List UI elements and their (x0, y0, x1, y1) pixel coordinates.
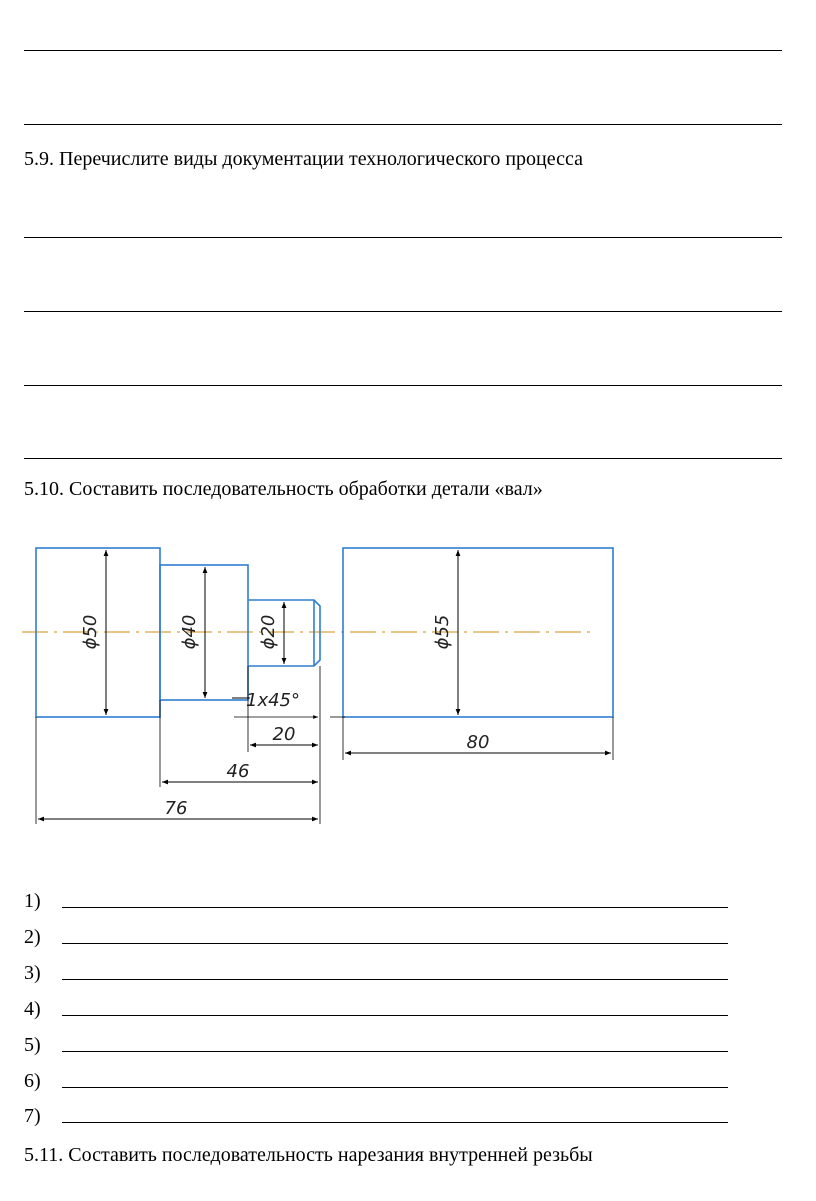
answer-line[interactable] (24, 385, 782, 386)
question-5-10: 5.10. Составить последовательность обработки детали «вал» (24, 478, 543, 500)
list-item-number: 1) (24, 890, 41, 912)
list-item-number: 5) (24, 1034, 41, 1056)
answer-line[interactable] (62, 1015, 728, 1016)
answer-line[interactable] (62, 1087, 728, 1088)
answer-line[interactable] (24, 50, 782, 51)
label-chamfer: 1x45° (246, 690, 301, 711)
label-d40: ϕ40 (179, 614, 200, 650)
answer-line[interactable] (62, 1051, 728, 1052)
answer-line[interactable] (24, 458, 782, 459)
list-item-number: 6) (24, 1070, 41, 1092)
list-item-number: 3) (24, 962, 41, 984)
list-item-number: 4) (24, 998, 41, 1020)
question-5-11: 5.11. Составить последовательность нарезания внутренней резьбы (24, 1144, 593, 1166)
label-d20: ϕ20 (258, 614, 279, 650)
list-item-number: 2) (24, 926, 41, 948)
answer-line[interactable] (24, 237, 782, 238)
question-5-9: 5.9. Перечислите виды документации технологического процесса (24, 148, 584, 170)
label-len-46: 46 (226, 761, 250, 782)
label-len-76: 76 (164, 798, 188, 819)
answer-line[interactable] (24, 124, 782, 125)
answer-line[interactable] (62, 979, 728, 980)
list-item-number: 7) (24, 1105, 41, 1127)
label-len-20: 20 (272, 724, 296, 745)
label-len-80: 80 (466, 732, 490, 753)
label-d55: ϕ55 (432, 614, 453, 650)
label-d50: ϕ50 (80, 614, 101, 650)
answer-line[interactable] (62, 1122, 728, 1123)
answer-line[interactable] (62, 907, 728, 908)
answer-line[interactable] (24, 311, 782, 312)
answer-line[interactable] (62, 943, 728, 944)
shaft-drawing (0, 530, 816, 830)
